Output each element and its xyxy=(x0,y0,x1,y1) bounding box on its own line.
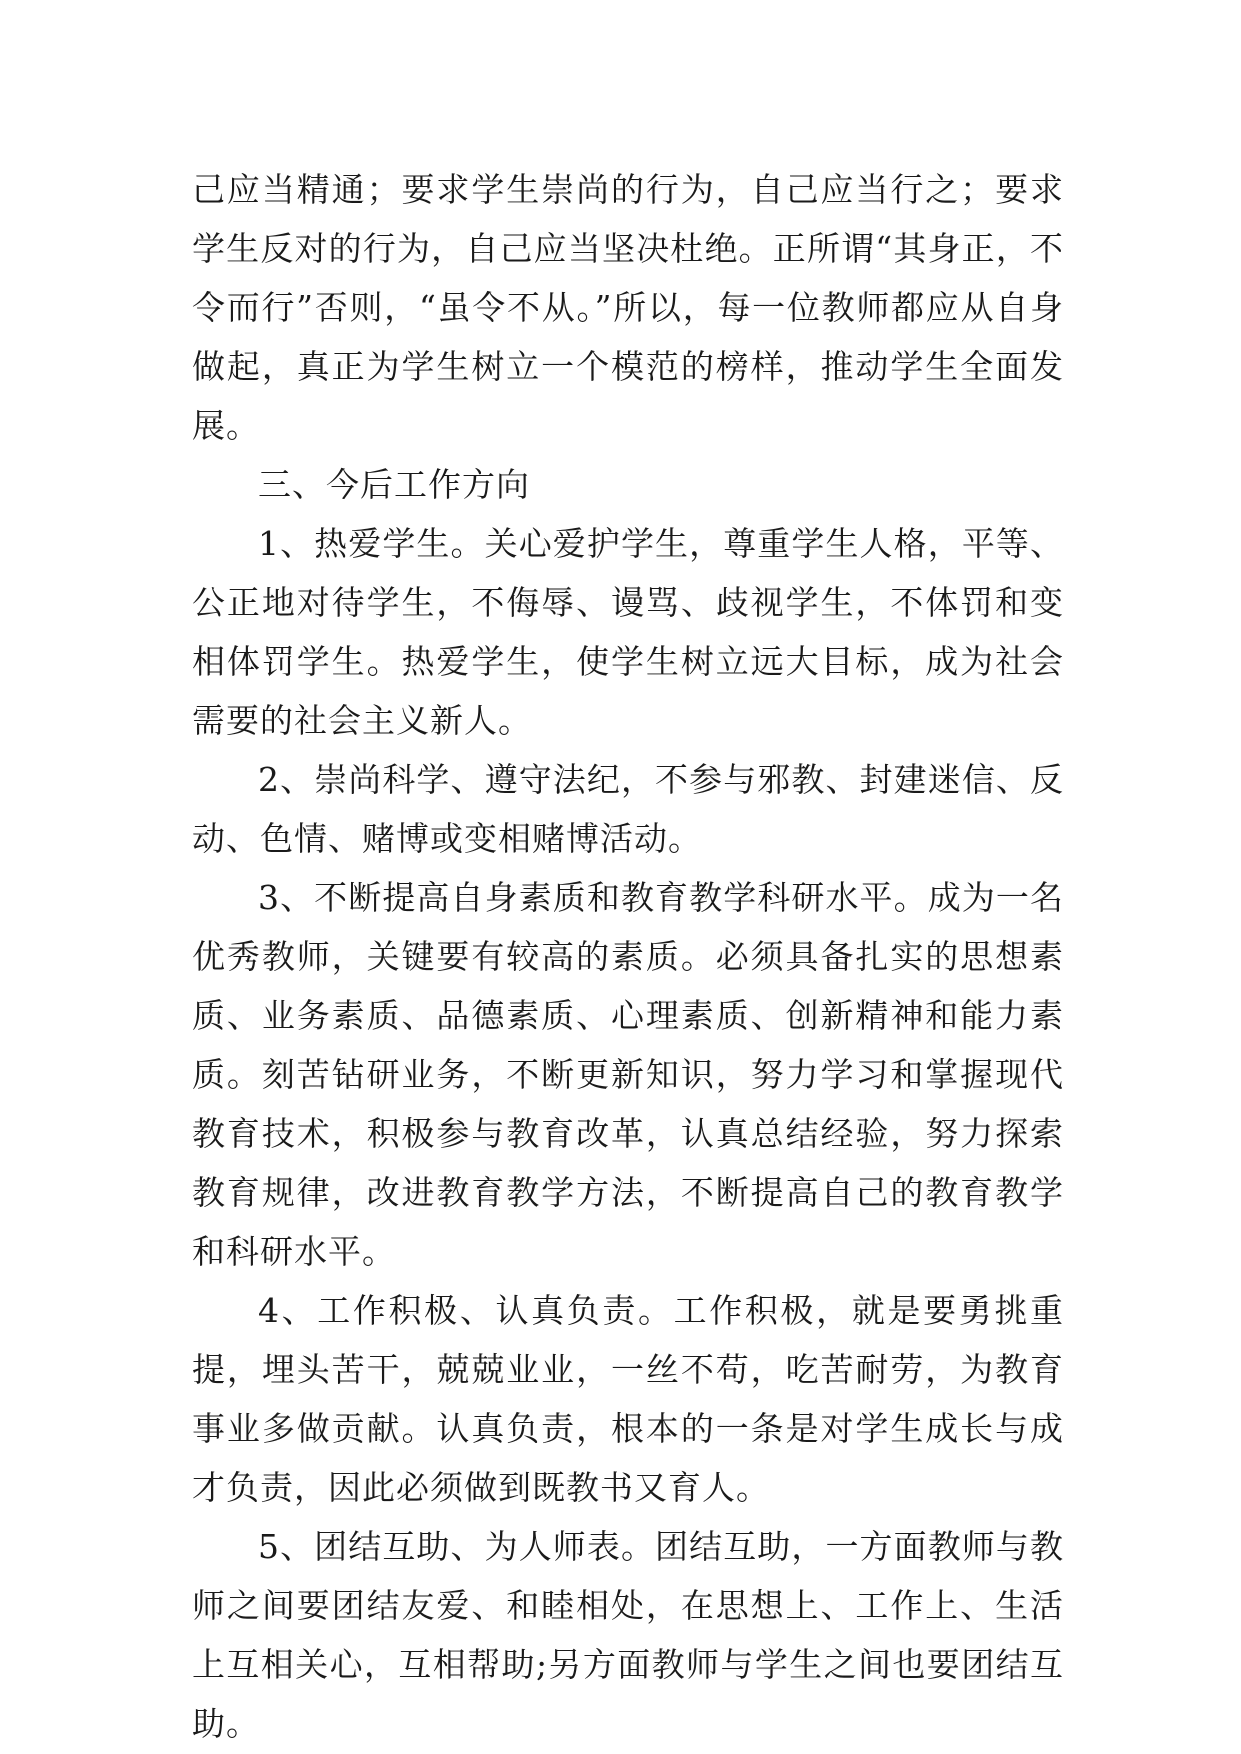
paragraph-item-4: 4、工作积极、认真负责。工作积极，就是要勇挑重提，埋头苦干，兢兢业业，一丝不苟，吃苦耐劳，为教育事业多做贡献。认真负责，根本的一条是对学生成长与成才负责，因此必须做到既教书又育人。 xyxy=(192,1291,1064,1507)
paragraph-item-2: 2、崇尚科学、遵守法纪，不参与邪教、封建迷信、反动、色情、赌博或变相赌博活动。 xyxy=(192,760,1064,858)
document-page xyxy=(192,160,1064,1753)
paragraph-item-5: 5、团结互助、为人师表。团结互助，一方面教师与教师之间要团结友爱、和睦相处，在思想上、工作上、生活上互相关心，互相帮助;另方面教师与学生之间也要团结互助。 xyxy=(192,1527,1064,1743)
paragraph-item-1: 1、热爱学生。关心爱护学生，尊重学生人格，平等、公正地对待学生，不侮辱、谩骂、歧视学生，不体罚和变相体罚学生。热爱学生，使学生树立远大目标，成为社会需要的社会主义新人。 xyxy=(192,524,1064,740)
paragraph-item-3: 3、不断提高自身素质和教育教学科研水平。成为一名优秀教师，关键要有较高的素质。必须具备扎实的思想素质、业务素质、品德素质、心理素质、创新精神和能力素质。刻苦钻研业务，不断更新知识，努力学习和掌握现代教育技术，积极参与教育改革，认真总结经验，努力探索教育规律，改进教育教学方法，不断提高自己的教育教学和科研水平。 xyxy=(192,878,1064,1271)
section-heading: 三、今后工作方向 xyxy=(258,465,530,504)
paragraph-continuation: 己应当精通；要求学生崇尚的行为，自己应当行之；要求学生反对的行为，自己应当坚决杜绝。正所谓“其身正，不令而行”否则，“虽令不从。”所以，每一位教师都应从自身做起，真正为学生树立一个模范的榜样，推动学生全面发展。 xyxy=(192,170,1064,445)
